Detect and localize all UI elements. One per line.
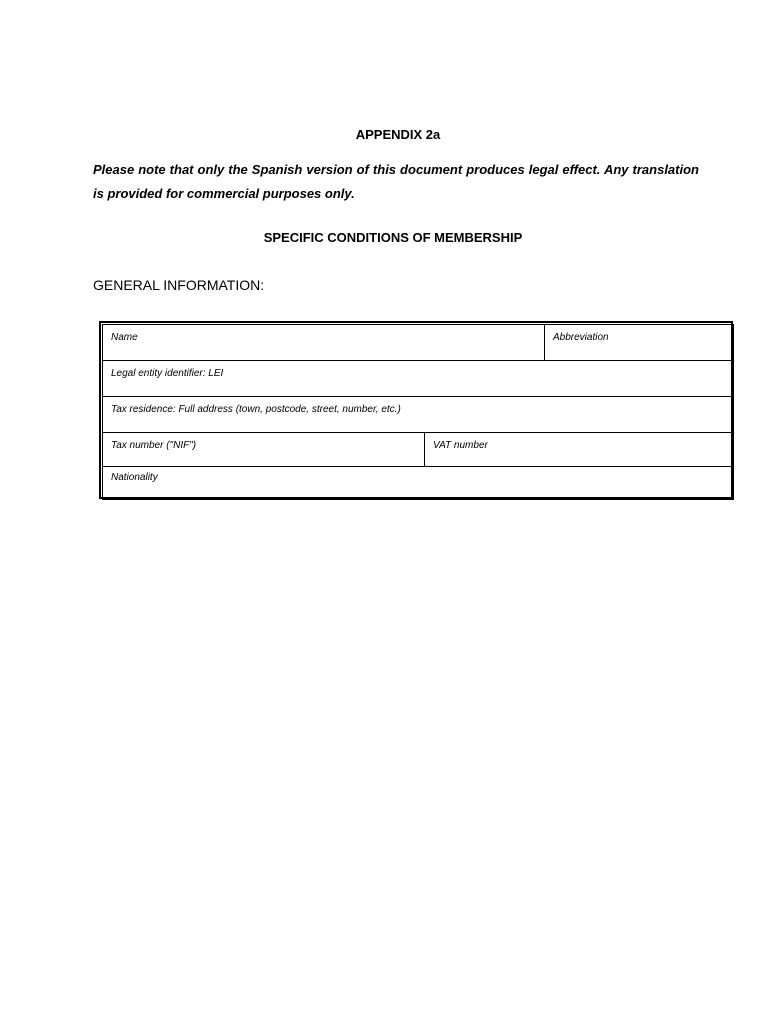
lei-field[interactable]: [103, 361, 733, 396]
appendix-title: APPENDIX 2a: [355, 127, 441, 142]
tax-residence-field[interactable]: [103, 397, 733, 432]
vat-number-field[interactable]: [424, 433, 733, 466]
legal-notice: Please note that only the Spanish version of this document produces legal effect. Any translation is provided for commercial purposes only.: [93, 162, 699, 201]
nationality-label: Nationality: [111, 472, 158, 483]
form-row-tax-residence: [103, 397, 733, 433]
section-title: SPECIFIC CONDITIONS OF MEMBERSHIP: [263, 230, 523, 245]
abbreviation-field[interactable]: [544, 325, 733, 360]
form-row-name: [103, 325, 733, 361]
lei-label: Legal entity identifier: LEI: [111, 368, 224, 379]
general-information-heading: GENERAL INFORMATION:: [93, 277, 265, 293]
form-row-nationality: [103, 467, 733, 499]
tax-residence-label: Tax residence: Full address (town, postcode, street, number, etc.): [111, 404, 401, 415]
form-row-lei: [103, 361, 733, 397]
general-information-form: [99, 321, 733, 499]
nationality-field[interactable]: [103, 467, 733, 499]
form-row-tax-numbers: [103, 433, 733, 467]
form-table: [102, 324, 734, 500]
tax-number-field[interactable]: [103, 433, 424, 466]
name-field[interactable]: [103, 325, 544, 360]
name-label: Name: [111, 332, 138, 343]
tax-number-label: Tax number ("NIF"): [111, 440, 197, 451]
vat-number-label: VAT number: [433, 440, 488, 451]
abbreviation-label: Abbreviation: [553, 332, 609, 343]
